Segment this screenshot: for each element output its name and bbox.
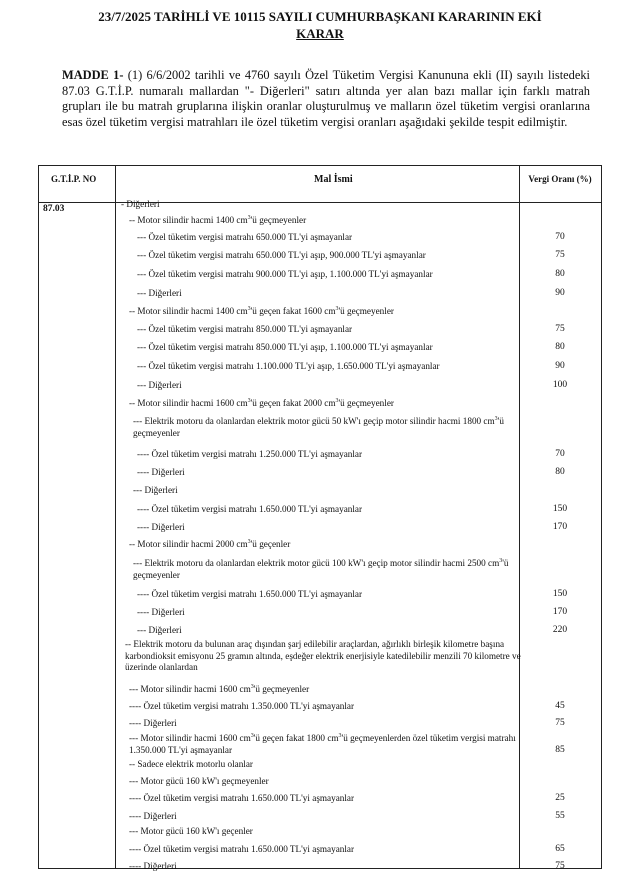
header-vergi-orani: Vergi Oranı (%) (528, 174, 592, 184)
header-gtip: G.T.İ.P. NO (51, 174, 97, 184)
table-row: --- Özel tüketim vergisi matrahı 850.000 TL'yi aşmayanlar (137, 324, 353, 334)
tax-rate-cell: 90 (555, 288, 565, 298)
table-row: ---- Özel tüketim vergisi matrahı 1.650.000 TL'yi aşmayanlar (137, 589, 363, 599)
table-row: ---- Diğerleri (137, 522, 185, 532)
table-row: ---- Özel tüketim vergisi matrahı 1.350.000 TL'yi aşmayanlar (129, 701, 355, 711)
table-row: ---- Diğerleri (129, 718, 177, 728)
table-row: --- Diğerleri (137, 625, 182, 635)
tax-rate-cell: 75 (555, 718, 565, 728)
table-row: --- Özel tüketim vergisi matrahı 900.000 TL'yi aşıp, 1.100.000 TL'yi aşmayanlar (137, 269, 433, 279)
tax-rate-cell: 65 (555, 844, 565, 854)
tax-rate-cell: 150 (552, 589, 568, 599)
table-row: --- Özel tüketim vergisi matrahı 650.000 TL'yi aşmayanlar (137, 232, 353, 242)
table-row: ---- Özel tüketim vergisi matrahı 1.250.000 TL'yi aşmayanlar (137, 449, 363, 459)
tax-rate-cell: 75 (555, 324, 565, 334)
table-row: -- Elektrik motoru da bulunan araç dışından şarj edilebilir araçlardan, ağırlıklı birleşik kilometre başına karbondioksit emisyonu 25 gramın altında, eşdeğer elektrik enerjisiyle katedilebilir menzili 70 kilometre ve üzerinde olanlardan (125, 639, 521, 673)
table-row: --- Diğerleri (137, 288, 182, 298)
tax-rate-cell: 80 (555, 467, 565, 477)
table-row: ---- Diğerleri (129, 811, 177, 821)
article-lead: MADDE 1- (62, 68, 124, 82)
table-row: -- Motor silindir hacmi 1400 $cm^3'ü$ geçmeyenler (129, 214, 307, 225)
article-text: (1) 6/6/2002 tarihli ve 4760 sayılı Özel Tüketim Vergisi Kanununa ekli (II) sayılı listedeki 87.03 G.T.İ.P. numaralı mallardan "- Diğerleri" satırı altında yer alan bazı mallar için farklı matrah grupları ile bu matrah gruplarına ilişkin oranlar oluşturulmuş ve malların özel tüketim vergisi oranlarına esas özel tüketim vergisi matrahları ile özel tüketim vergisi oranları aşağıdaki şekilde tespit edilmiştir. (62, 68, 590, 129)
table-row: -- Motor silindir hacmi 1400 $cm^3'ü$ geçen fakat 1600 $cm^3'ü$ geçmeyenler (129, 305, 394, 316)
tax-rate-table (38, 165, 602, 869)
tax-rate-cell: 170 (552, 607, 568, 617)
intro-paragraph (62, 68, 590, 130)
tax-rate-cell: 100 (552, 380, 568, 390)
document-title (0, 8, 640, 42)
table-row: --- Motor gücü 160 kW'ı geçmeyenler (129, 776, 269, 786)
table-row: --- Özel tüketim vergisi matrahı 650.000 TL'yi aşıp, 900.000 TL'yi aşmayanlar (137, 250, 426, 260)
tax-rate-cell: 220 (552, 625, 568, 635)
table-row: --- Motor silindir hacmi 1600 $cm^3'ü$ geçen fakat 1800 $cm^3'ü$ geçmeyenlerden özel tüketim vergisi matrahı 1.350.000 TL'yi aşmayanlar (129, 732, 516, 755)
tax-rate-cell: 75 (555, 250, 565, 260)
tax-rate-cell: 80 (555, 269, 565, 279)
table-row: --- Motor silindir hacmi 1600 $cm^3'ü$ geçmeyenler (129, 683, 310, 694)
table-row: --- Motor gücü 160 kW'ı geçenler (129, 826, 253, 836)
table-row: ---- Özel tüketim vergisi matrahı 1.650.000 TL'yi aşmayanlar (137, 504, 363, 514)
tax-rate-cell: 90 (555, 361, 565, 371)
table-row: --- Elektrik motoru da olanlardan elektrik motor gücü 100 kW'ı geçip motor silindir hacmi 2500 $cm^3'ü$ geçmeyenler (133, 557, 509, 580)
table-row: ---- Özel tüketim vergisi matrahı 1.650.000 TL'yi aşmayanlar (129, 793, 355, 803)
title-line-1: 23/7/2025 TARİHLİ VE 10115 SAYILI CUMHURBAŞKANI KARARININ EKİ (98, 9, 542, 24)
table-row: - Diğerleri (121, 199, 160, 209)
table-row: -- Motor silindir hacmi 1600 $cm^3'ü$ geçen fakat 2000 $cm^3'ü$ geçmeyenler (129, 397, 394, 408)
title-line-2: KARAR (296, 26, 344, 41)
tax-rate-cell: 70 (555, 449, 565, 459)
table-row: --- Özel tüketim vergisi matrahı 850.000 TL'yi aşıp, 1.100.000 TL'yi aşmayanlar (137, 342, 433, 352)
tax-rate-cell: 150 (552, 504, 568, 514)
table-row: --- Özel tüketim vergisi matrahı 1.100.000 TL'yi aşıp, 1.650.000 TL'yi aşmayanlar (137, 361, 440, 371)
table-row: ---- Özel tüketim vergisi matrahı 1.650.000 TL'yi aşmayanlar (129, 844, 355, 854)
tax-rate-cell: 55 (555, 811, 565, 821)
table-row: --- Elektrik motoru da olanlardan elektrik motor gücü 50 kW'ı geçip motor silindir hacmi 1800 $cm^3'ü$ geçmeyenler (133, 415, 504, 438)
header-mal-ismi: Mal İsmi (314, 174, 353, 185)
tax-rate-cell: 75 (555, 861, 565, 871)
table-row: -- Motor silindir hacmi 2000 $cm^3'ü$ geçenler (129, 538, 291, 549)
tax-rate-cell: 70 (555, 232, 565, 242)
column-divider (115, 166, 116, 868)
tax-rate-cell: 85 (555, 744, 565, 755)
tax-rate-cell: 80 (555, 342, 565, 352)
table-row: --- Diğerleri (133, 485, 178, 495)
tax-rate-cell: 170 (552, 522, 568, 532)
table-row: ---- Diğerleri (137, 467, 185, 477)
gtip-code: 87.03 (43, 204, 65, 214)
table-row: --- Diğerleri (137, 380, 182, 390)
tax-rate-cell: 45 (555, 701, 565, 711)
table-row: ---- Diğerleri (137, 607, 185, 617)
tax-rate-cell: 25 (555, 793, 565, 803)
table-row: ---- Diğerleri (129, 861, 177, 871)
table-row: -- Sadece elektrik motorlu olanlar (129, 759, 253, 769)
